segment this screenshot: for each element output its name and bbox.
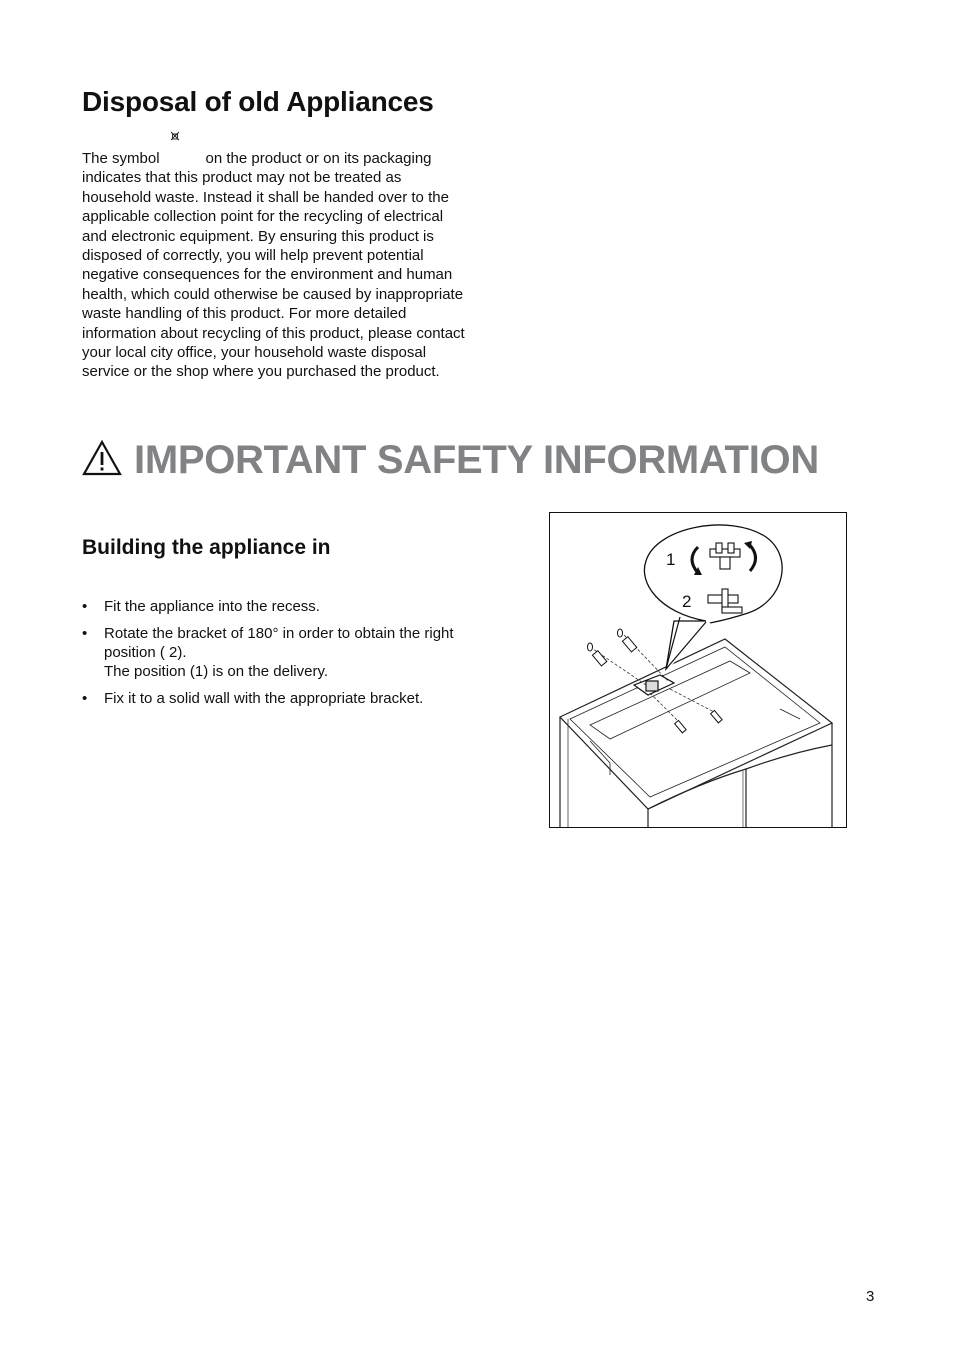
list-item [82,624,472,681]
warning-triangle-icon [82,440,122,476]
safety-title: IMPORTANT SAFETY INFORMATION [134,437,819,482]
disposal-text-start: The symbol [82,150,160,167]
crossed-out-bin-icon [170,131,180,141]
page-number: 3 [866,1288,875,1305]
position-2-label: 2 [682,592,692,611]
installation-steps [82,597,472,716]
step-2-note: The position (1) is on the delivery. [104,663,328,680]
disposal-paragraph [82,149,466,382]
step-1-text: Fit the appliance into the recess. [104,598,320,615]
disposal-title: Disposal of old Appliances [82,86,434,117]
list-item [82,689,472,708]
safety-heading [82,432,819,488]
position-1-label: 1 [666,550,676,569]
step-2-text: Rotate the bracket of 180° in order to obtain the right position ( 2). [104,625,454,661]
step-3-text: Fix it to a solid wall with the appropriate bracket. [104,690,424,707]
building-title: Building the appliance in [82,536,331,559]
disposal-text-rest: on the product or on its packaging indicates that this product may not be treated as household waste. Instead it shall be handed over to the applicable collection point for the recycling of electrical and electronic equipment. By ensuring this product is disposed of correctly, you will help prevent potential negative consequences for the environment and human health, which could otherwise be caused by inappropriate waste handling of this product. For more detailed information about recycling of this product, please contact your local city office, your household waste disposal service or the shop where you purchased the product. [82,150,465,381]
bracket-installation-figure [549,512,847,828]
list-item [82,597,472,616]
bracket-diagram [550,513,846,827]
